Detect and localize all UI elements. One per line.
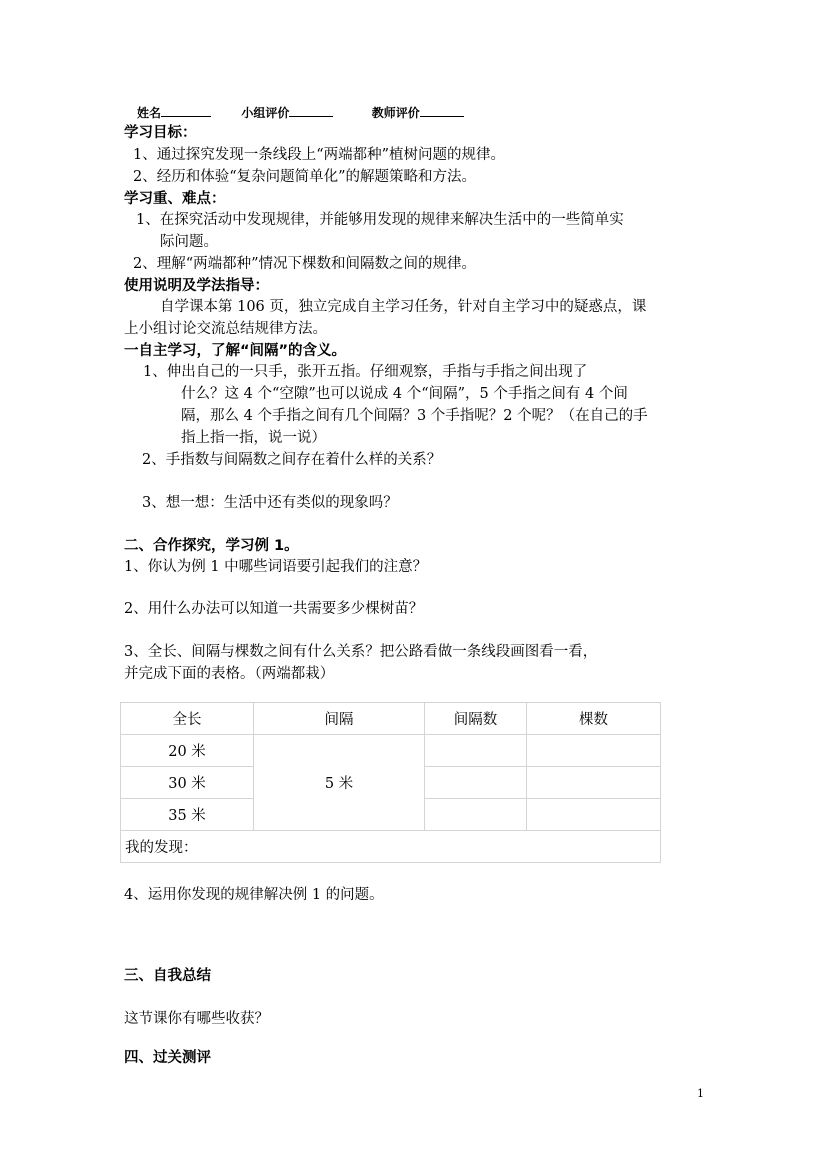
length-cell: 35 米 — [121, 799, 254, 831]
interval-cell: 5 米 — [254, 735, 425, 831]
teacher-eval-label: 教师评价 — [371, 106, 420, 120]
teacher-eval-blank[interactable] — [420, 104, 464, 117]
key-point-item: 1、在探究活动中发现规律，并能够用发现的规律来解决生活中的一些简单实 — [136, 212, 624, 228]
s1-question-1-cont: 隔，那么 4 个手指之间有几个间隔？3 个手指呢？2 个呢？（在自己的手 — [181, 408, 648, 424]
section3-heading: 三、自我总结 — [124, 968, 211, 984]
section1-heading: 一自主学习，了解“间隔”的含义。 — [124, 343, 347, 359]
s2-question-4: 4、运用你发现的规律解决例 1 的问题。 — [124, 887, 384, 903]
key-points-heading: 学习重、难点： — [124, 191, 226, 207]
findings-cell[interactable]: 我的发现： — [121, 831, 661, 863]
s1-question-3: 3、想一想：生活中还有类似的现象吗？ — [142, 495, 398, 511]
tree-count-cell[interactable] — [527, 799, 661, 831]
name-label: 姓名 — [137, 106, 162, 120]
page-number: 1 — [697, 1087, 704, 1100]
group-eval-blank[interactable] — [289, 104, 333, 117]
interval-table — [120, 702, 661, 863]
group-eval-label: 小组评价 — [241, 106, 290, 120]
key-point-item-cont: 际问题。 — [160, 234, 218, 250]
s1-question-2: 2、手指数与间隔数之间存在着什么样的关系？ — [142, 452, 442, 468]
col-header-interval: 间隔 — [254, 703, 425, 735]
s1-question-1: 1、伸出自己的一只手，张开五指。仔细观察，手指与手指之间出现了 — [143, 364, 588, 380]
section2-heading: 二、合作探究，学习例 1。 — [124, 538, 299, 554]
s1-question-1-cont: 指上指一指，说一说） — [181, 430, 326, 446]
name-blank[interactable] — [161, 104, 211, 117]
guide-text: 自学课本第 106 页，独立完成自主学习任务，针对自主学习中的疑惑点，课 — [160, 299, 647, 315]
col-header-tree-count: 棵数 — [527, 703, 661, 735]
s2-question-3-cont: 并完成下面的表格。（两端都栽） — [124, 666, 335, 682]
table-header-row — [121, 703, 661, 735]
interval-count-cell[interactable] — [425, 767, 527, 799]
s2-question-1: 1、你认为例 1 中哪些词语要引起我们的注意？ — [124, 559, 428, 575]
interval-count-cell[interactable] — [425, 799, 527, 831]
length-cell: 20 米 — [121, 735, 254, 767]
guide-heading: 使用说明及学法指导： — [124, 278, 269, 294]
col-header-interval-count: 间隔数 — [425, 703, 527, 735]
tree-count-cell[interactable] — [527, 735, 661, 767]
key-point-item: 2、理解“两端都种”情况下棵数和间隔数之间的规律。 — [133, 256, 477, 272]
goal-item: 1、通过探究发现一条线段上“两端都种”植树问题的规律。 — [133, 147, 506, 163]
s2-question-2: 2、用什么办法可以知道一共需要多少棵树苗？ — [124, 601, 424, 617]
guide-text-cont: 上小组讨论交流总结规律方法。 — [124, 321, 327, 337]
col-header-length: 全长 — [121, 703, 254, 735]
goals-heading: 学习目标： — [124, 125, 197, 141]
section4-heading: 四、过关测评 — [124, 1050, 211, 1066]
s3-question: 这节课你有哪些收获？ — [124, 1011, 269, 1027]
s1-question-1-cont: 什么？这 4 个“空隙”也可以说成 4 个“间隔”，5 个手指之间有 4 个间 — [181, 386, 628, 402]
s2-question-3: 3、全长、间隔与棵数之间有什么关系？把公路看做一条线段画图看一看， — [124, 644, 598, 660]
length-cell: 30 米 — [121, 767, 254, 799]
interval-count-cell[interactable] — [425, 735, 527, 767]
table-footer-row — [121, 831, 661, 863]
goal-item: 2、经历和体验“复杂问题简单化”的解题策略和方法。 — [133, 169, 477, 185]
tree-count-cell[interactable] — [527, 767, 661, 799]
evaluation-header — [137, 103, 464, 123]
table-row — [121, 735, 661, 767]
